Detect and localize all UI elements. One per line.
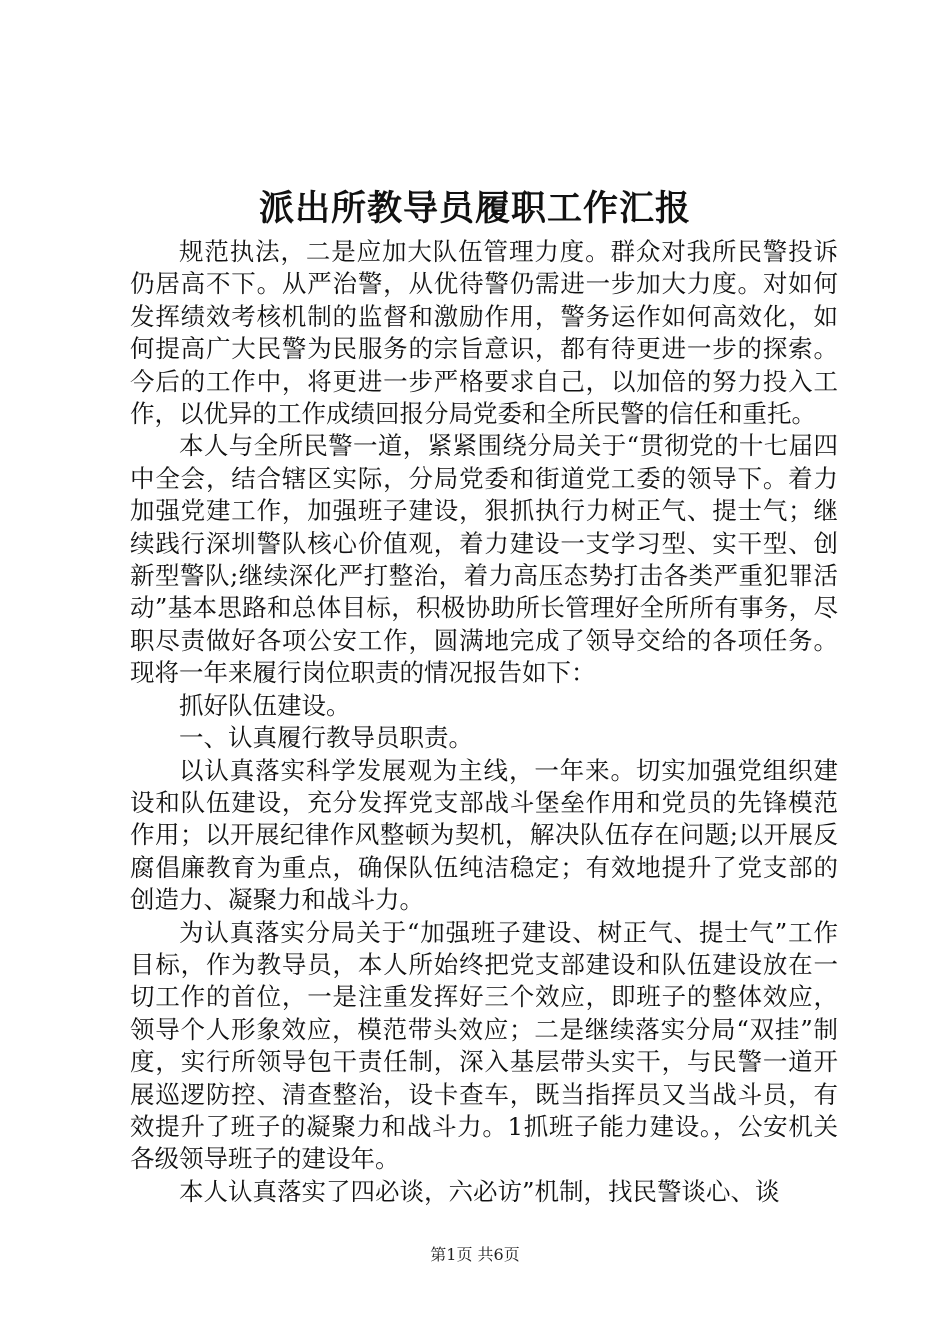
paragraph: 以认真落实科学发展观为主线，一年来。切实加强党组织建设和队伍建设，充分发挥党支部战斗堡垒作用和党员的先锋模范作用；以开展纪律作风整顿为契机，解决队伍存在问题;以开展反腐倡廉教育为重点，确保队伍纯洁稳定；有效地提升了党支部的创造力、凝聚力和战斗力。 — [130, 755, 838, 915]
paragraph: 本人认真落实了四必谈，六必访”机制，找民警谈心、谈 — [179, 1176, 780, 1206]
paragraph: 一、认真履行教导员职责。 — [179, 723, 473, 753]
paragraph: 本人与全所民警一道，紧紧围绕分局关于“贯彻党的十七届四中全会，结合辖区实际，分局党委和街道党工委的领导下。着力加强党建工作，加强班子建设，狠抓执行力树正气、提士气；继续践行深圳警队核心价值观，着力建设一支学习型、实干型、创新型警队;继续深化严打整治，着力高压态势打击各类严重犯罪活动”基本思路和总体目标，积极协助所长管理好全所所有事务，尽职尽责做好各项公安工作，圆满地完成了领导交给的各项任务。现将一年来履行岗位职责的情况报告如下： — [130, 431, 838, 688]
paragraph: 抓好队伍建设。 — [179, 690, 351, 720]
paragraph: 为认真落实分局关于“加强班子建设、树正气、提士气”工作目标，作为教导员，本人所始终把党支部建设和队伍建设放在一切工作的首位，一是注重发挥好三个效应，即班子的整体效应，领导个人形象效应，模范带头效应；二是继续落实分局“双挂”制度，实行所领导包干责任制，深入基层带头实干，与民警一道开展巡逻防控、清查整治，设卡查车，既当指挥员又当战斗员，有效提升了班子的凝聚力和战斗力。1抓班子能力建设。，公安机关各级领导班子的建设年。 — [130, 917, 838, 1174]
paragraph: 规范执法，二是应加大队伍管理力度。群众对我所民警投诉仍居高不下。从严治警，从优待警仍需进一步加大力度。对如何发挥绩效考核机制的监督和激励作用，警务运作如何高效化，如何提高广大民警为民服务的宗旨意识，都有待更进一步的探索。今后的工作中，将更进一步严格要求自己，以加倍的努力投入工作，以优异的工作成绩回报分局党委和全所民警的信任和重托。 — [130, 237, 838, 429]
document-body — [130, 236, 838, 1208]
page-number-footer: 第1页 共6页 — [430, 1245, 520, 1264]
document-title: 派出所教导员履职工作汇报 — [258, 188, 691, 229]
